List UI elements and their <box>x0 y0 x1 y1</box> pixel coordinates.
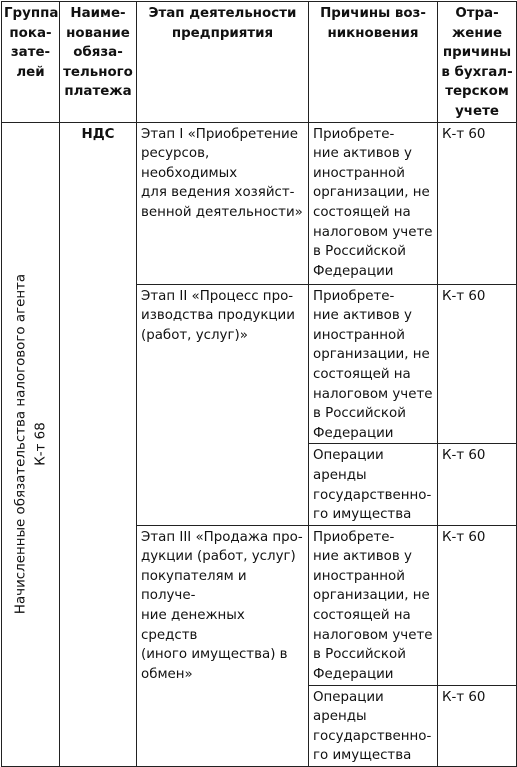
group-label-line1: Начисленные обязательства налогового агента <box>12 274 28 615</box>
group-label-line2: К-т 68 <box>32 422 48 467</box>
header-stage: Этап деятельности предприятия <box>137 2 309 123</box>
stage-2: Этап II «Процесс про- изводства продукции (работ, услуг)» <box>137 284 309 525</box>
account-3: К-т 60 <box>438 444 517 525</box>
reason-5: Операции аренды государственно- го имущества <box>309 685 438 766</box>
stage-1: Этап I «Приобретение ресурсов, необходимых для ведения хозяйст- венной деятельности» <box>137 122 309 284</box>
reason-1: Приобрете- ние активов у иностранной организации, не состоящей на налоговом учете в Российской Федерации <box>309 122 438 284</box>
group-cell <box>2 122 60 767</box>
stage-3: Этап III «Продажа про- дукции (работ, услуг) покупателям и получе- ние денежных средств (иного имущества) в обмен» <box>137 525 309 766</box>
table-row <box>2 122 517 284</box>
header-payment: Наиме- нование обяза- тельного платежа <box>60 2 137 123</box>
reason-3: Операции аренды государственно- го имущества <box>309 444 438 525</box>
reason-2: Приобрете- ние активов у иностранной организации, не состоящей на налоговом учете в Российской Федерации <box>309 284 438 444</box>
obligations-table <box>1 1 517 767</box>
account-4: К-т 60 <box>438 525 517 685</box>
reason-4: Приобрете- ние активов у иностранной организации, не состоящей на налоговом учете в Российской Федерации <box>309 525 438 685</box>
header-group: Группа пока- зате- лей <box>2 2 60 123</box>
header-row <box>2 2 517 123</box>
payment-name: НДС <box>60 122 137 767</box>
account-2: К-т 60 <box>438 284 517 444</box>
header-reflection: Отра- жение причины в бухгал- терском учете <box>438 2 517 123</box>
group-label <box>11 274 50 614</box>
account-5: К-т 60 <box>438 685 517 766</box>
header-reason: Причины воз- никновения <box>309 2 438 123</box>
account-1: К-т 60 <box>438 122 517 284</box>
